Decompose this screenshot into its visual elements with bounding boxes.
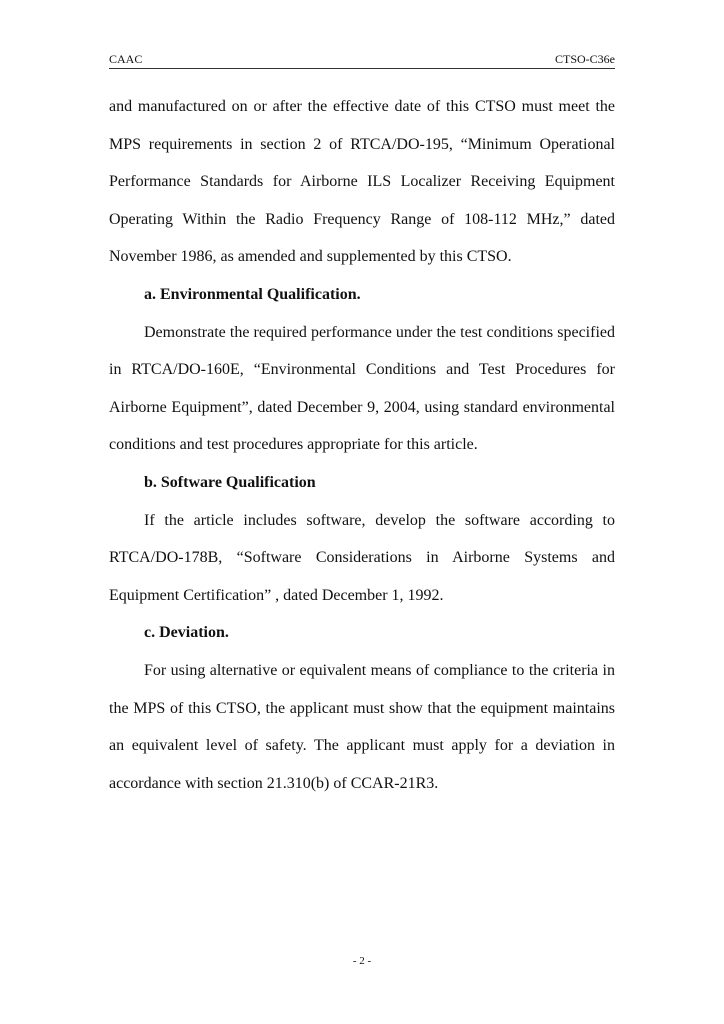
software-qualification-heading: b. Software Qualification <box>144 473 316 491</box>
deviation-paragraph: For using alternative or equivalent means of compliance to the criteria in the MPS of this CTSO, the applicant must show that the equipment maintains an equivalent level of safety. The applicant must apply for a deviation in accordance with section 21.310(b) of CCAR-21R3. <box>109 661 615 792</box>
page-header <box>109 52 615 69</box>
document-body <box>109 88 615 802</box>
page-number: - 2 - <box>352 955 372 967</box>
deviation-heading: c. Deviation. <box>144 624 229 642</box>
software-qualification-paragraph: If the article includes software, develop the software according to RTCA/DO-178B, “Software Considerations in Airborne Systems and Equipment Certification” , dated December 1, 1992. <box>109 511 615 604</box>
header-right-label: CTSO-C36e <box>555 52 615 66</box>
header-left-label: CAAC <box>109 52 143 66</box>
environmental-qualification-heading: a. Environmental Qualification. <box>144 285 361 303</box>
environmental-qualification-paragraph: Demonstrate the required performance under the test conditions specified in RTCA/DO-160E, “Environmental Conditions and Test Procedures for Airborne Equipment”, dated December 9, 2004, using standard environmental conditions and test procedures appropriate for this article. <box>109 323 615 454</box>
intro-paragraph: and manufactured on or after the effective date of this CTSO must meet the MPS requirements in section 2 of RTCA/DO-195, “Minimum Operational Performance Standards for Airborne ILS Localizer Receiving Equipment Operating Within the Radio Frequency Range of 108-112 MHz,” dated November 1986, as amended and supplemented by this CTSO. <box>109 98 615 266</box>
